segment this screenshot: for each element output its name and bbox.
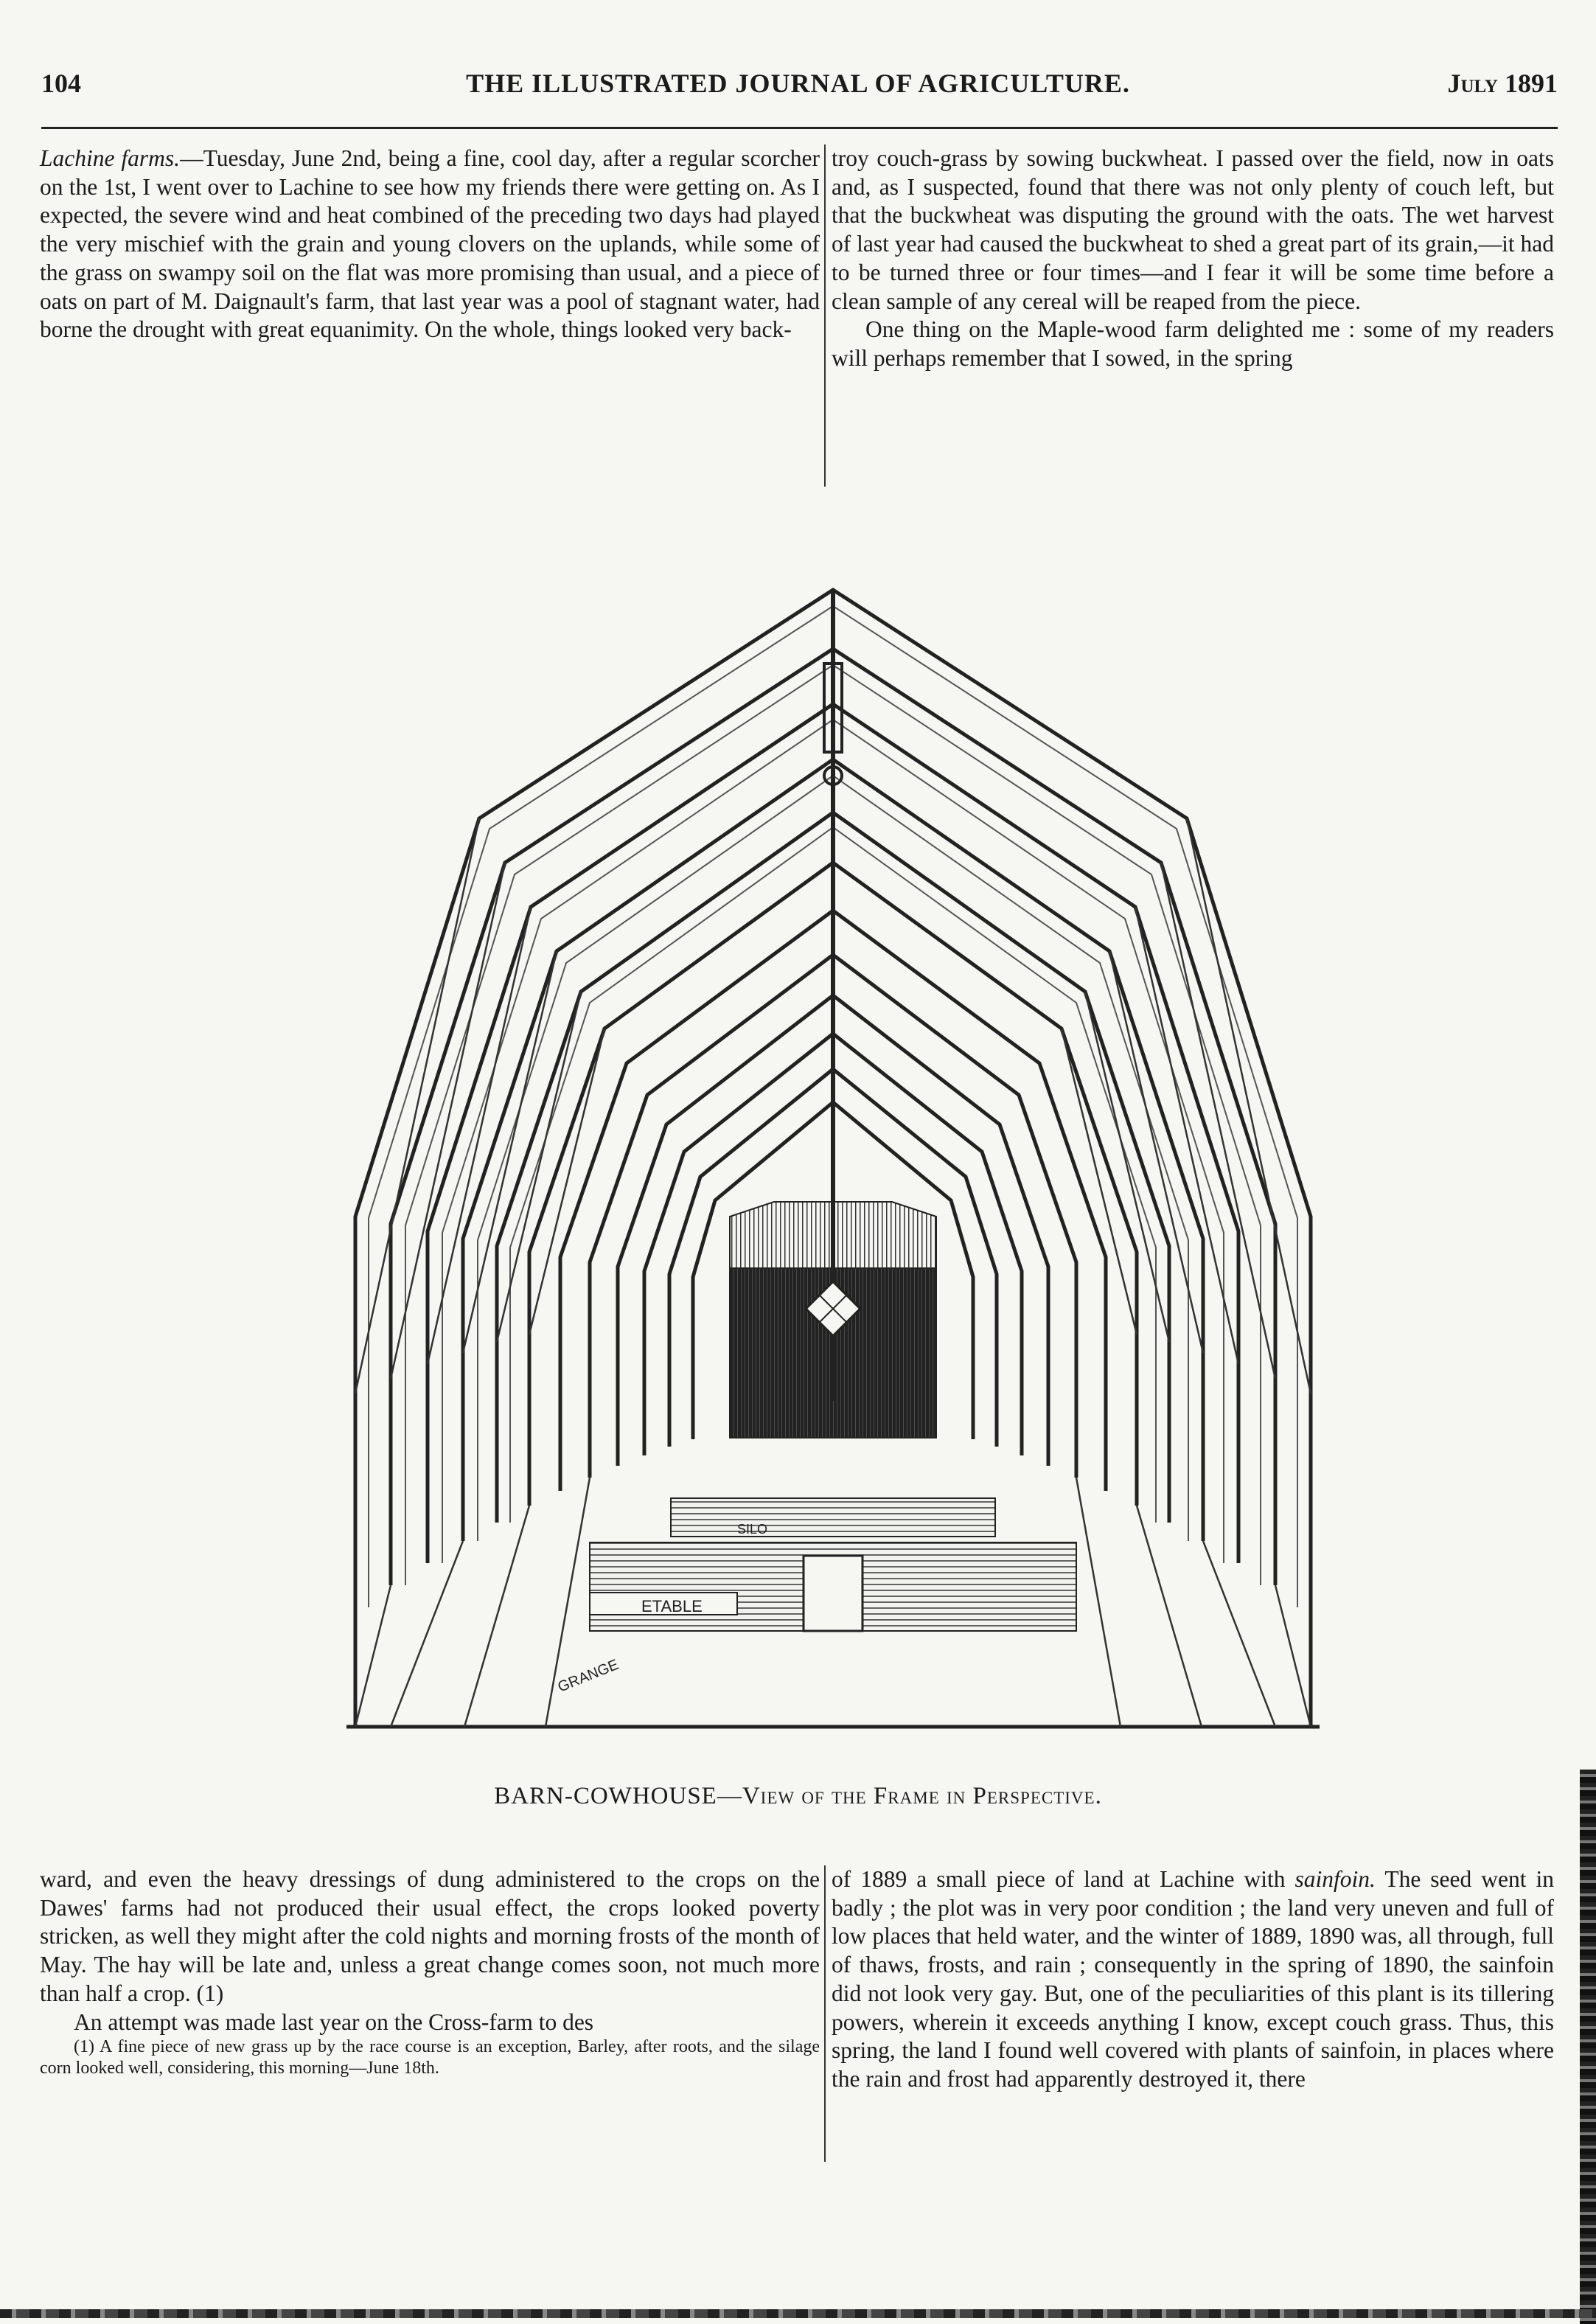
page-number: 104: [41, 69, 81, 98]
column-divider: [824, 1865, 826, 2162]
label-grange: GRANGE: [555, 1656, 621, 1696]
paragraph-text: The seed went in badly ; the plot was in very poor condition ; the land very uneven and full of low places that held water, and the winter of 1889, 1890 was, all through, full of thaws, frosts, and rain ; consequently in the spring of 1890, the sainfoin did not look very gay. But, one of the peculiarities of this plant is its tillering powers, wherein it exceeds anything I know, except couch grass. Thus, this spring, the land I found well covered with plants of sainfoin, in places where the rain and frost had apparently destroyed it, there: [832, 1866, 1554, 2092]
paragraph-text: —Tuesday, June 2nd, being a fine, cool day, after a regular scorcher on the 1st, I went over to Lachine to see how my friends there were getting on. As I expected, the severe wind and heat combined of the preceding two days had played the very mischief with the grain and young clovers on the uplands, while some of the grass on swampy soil on the flat was more promising than usual, and a piece of oats on part of M. Daignault's farm, that last year was a pool of stagnant water, had borne the drought with great equanimity. On the whole, things looked very back-: [40, 145, 820, 343]
bottom-left-column: [40, 1865, 820, 2079]
top-right-column: [832, 145, 1554, 373]
italic-term: sainfoin.: [1294, 1866, 1376, 1892]
scan-edge: [0, 2309, 1596, 2318]
issue-date: July 1891: [1447, 69, 1558, 98]
paragraph-text: ward, and even the heavy dressings of dung administered to the crops on the Dawes' farms had not produced their usual effect, the crops looked poverty stricken, as well they might after the cold nights and morning frosts of the month of May. The hay will be late and, unless a great change comes soon, not much more than half a crop. (1): [40, 1866, 820, 2006]
barn-frame-illustration: [346, 582, 1320, 1733]
journal-title: THE ILLUSTRATED JOURNAL OF AGRICULTURE.: [466, 69, 1130, 98]
scan-edge: [1580, 1770, 1596, 2324]
label-etable: ETABLE: [641, 1597, 703, 1615]
paragraph-text: troy couch-grass by sowing buckwheat. I passed over the field, now in oats and, as I suspected, found that there was not only plenty of couch left, but that the buckwheat was disputing the ground with the oats. The wet harvest of last year had caused the buckwheat to shed a great part of its grain,—it had to be turned three or four times—and I fear it will be some time before a clean sample of any cereal will be reaped from the piece.: [832, 145, 1554, 314]
footnote: (1) A fine piece of new grass up by the race course is an exception, Barley, after roots, and the silage corn looked well, considering, this morning—June 18th.: [40, 2037, 820, 2078]
bottom-right-column: [832, 1865, 1554, 2094]
column-divider: [824, 145, 826, 487]
paragraph-text: of 1889 a small piece of land at Lachine with: [832, 1866, 1295, 1892]
top-left-column: [40, 145, 820, 344]
figure-caption: [0, 1783, 1596, 1810]
paragraph-text: One thing on the Maple-wood farm delighted me : some of my readers will perhaps remember that I sowed, in the spring: [832, 316, 1554, 371]
caption-main: BARN-COWHOUSE: [494, 1783, 717, 1809]
section-lead: Lachine farms.: [40, 145, 181, 171]
header-rule: [41, 127, 1558, 129]
label-silo: SILO: [737, 1522, 768, 1537]
caption-rest: —View of the Frame in Perspective.: [717, 1783, 1102, 1809]
paragraph-text: An attempt was made last year on the Cross-farm to des: [74, 2008, 594, 2035]
